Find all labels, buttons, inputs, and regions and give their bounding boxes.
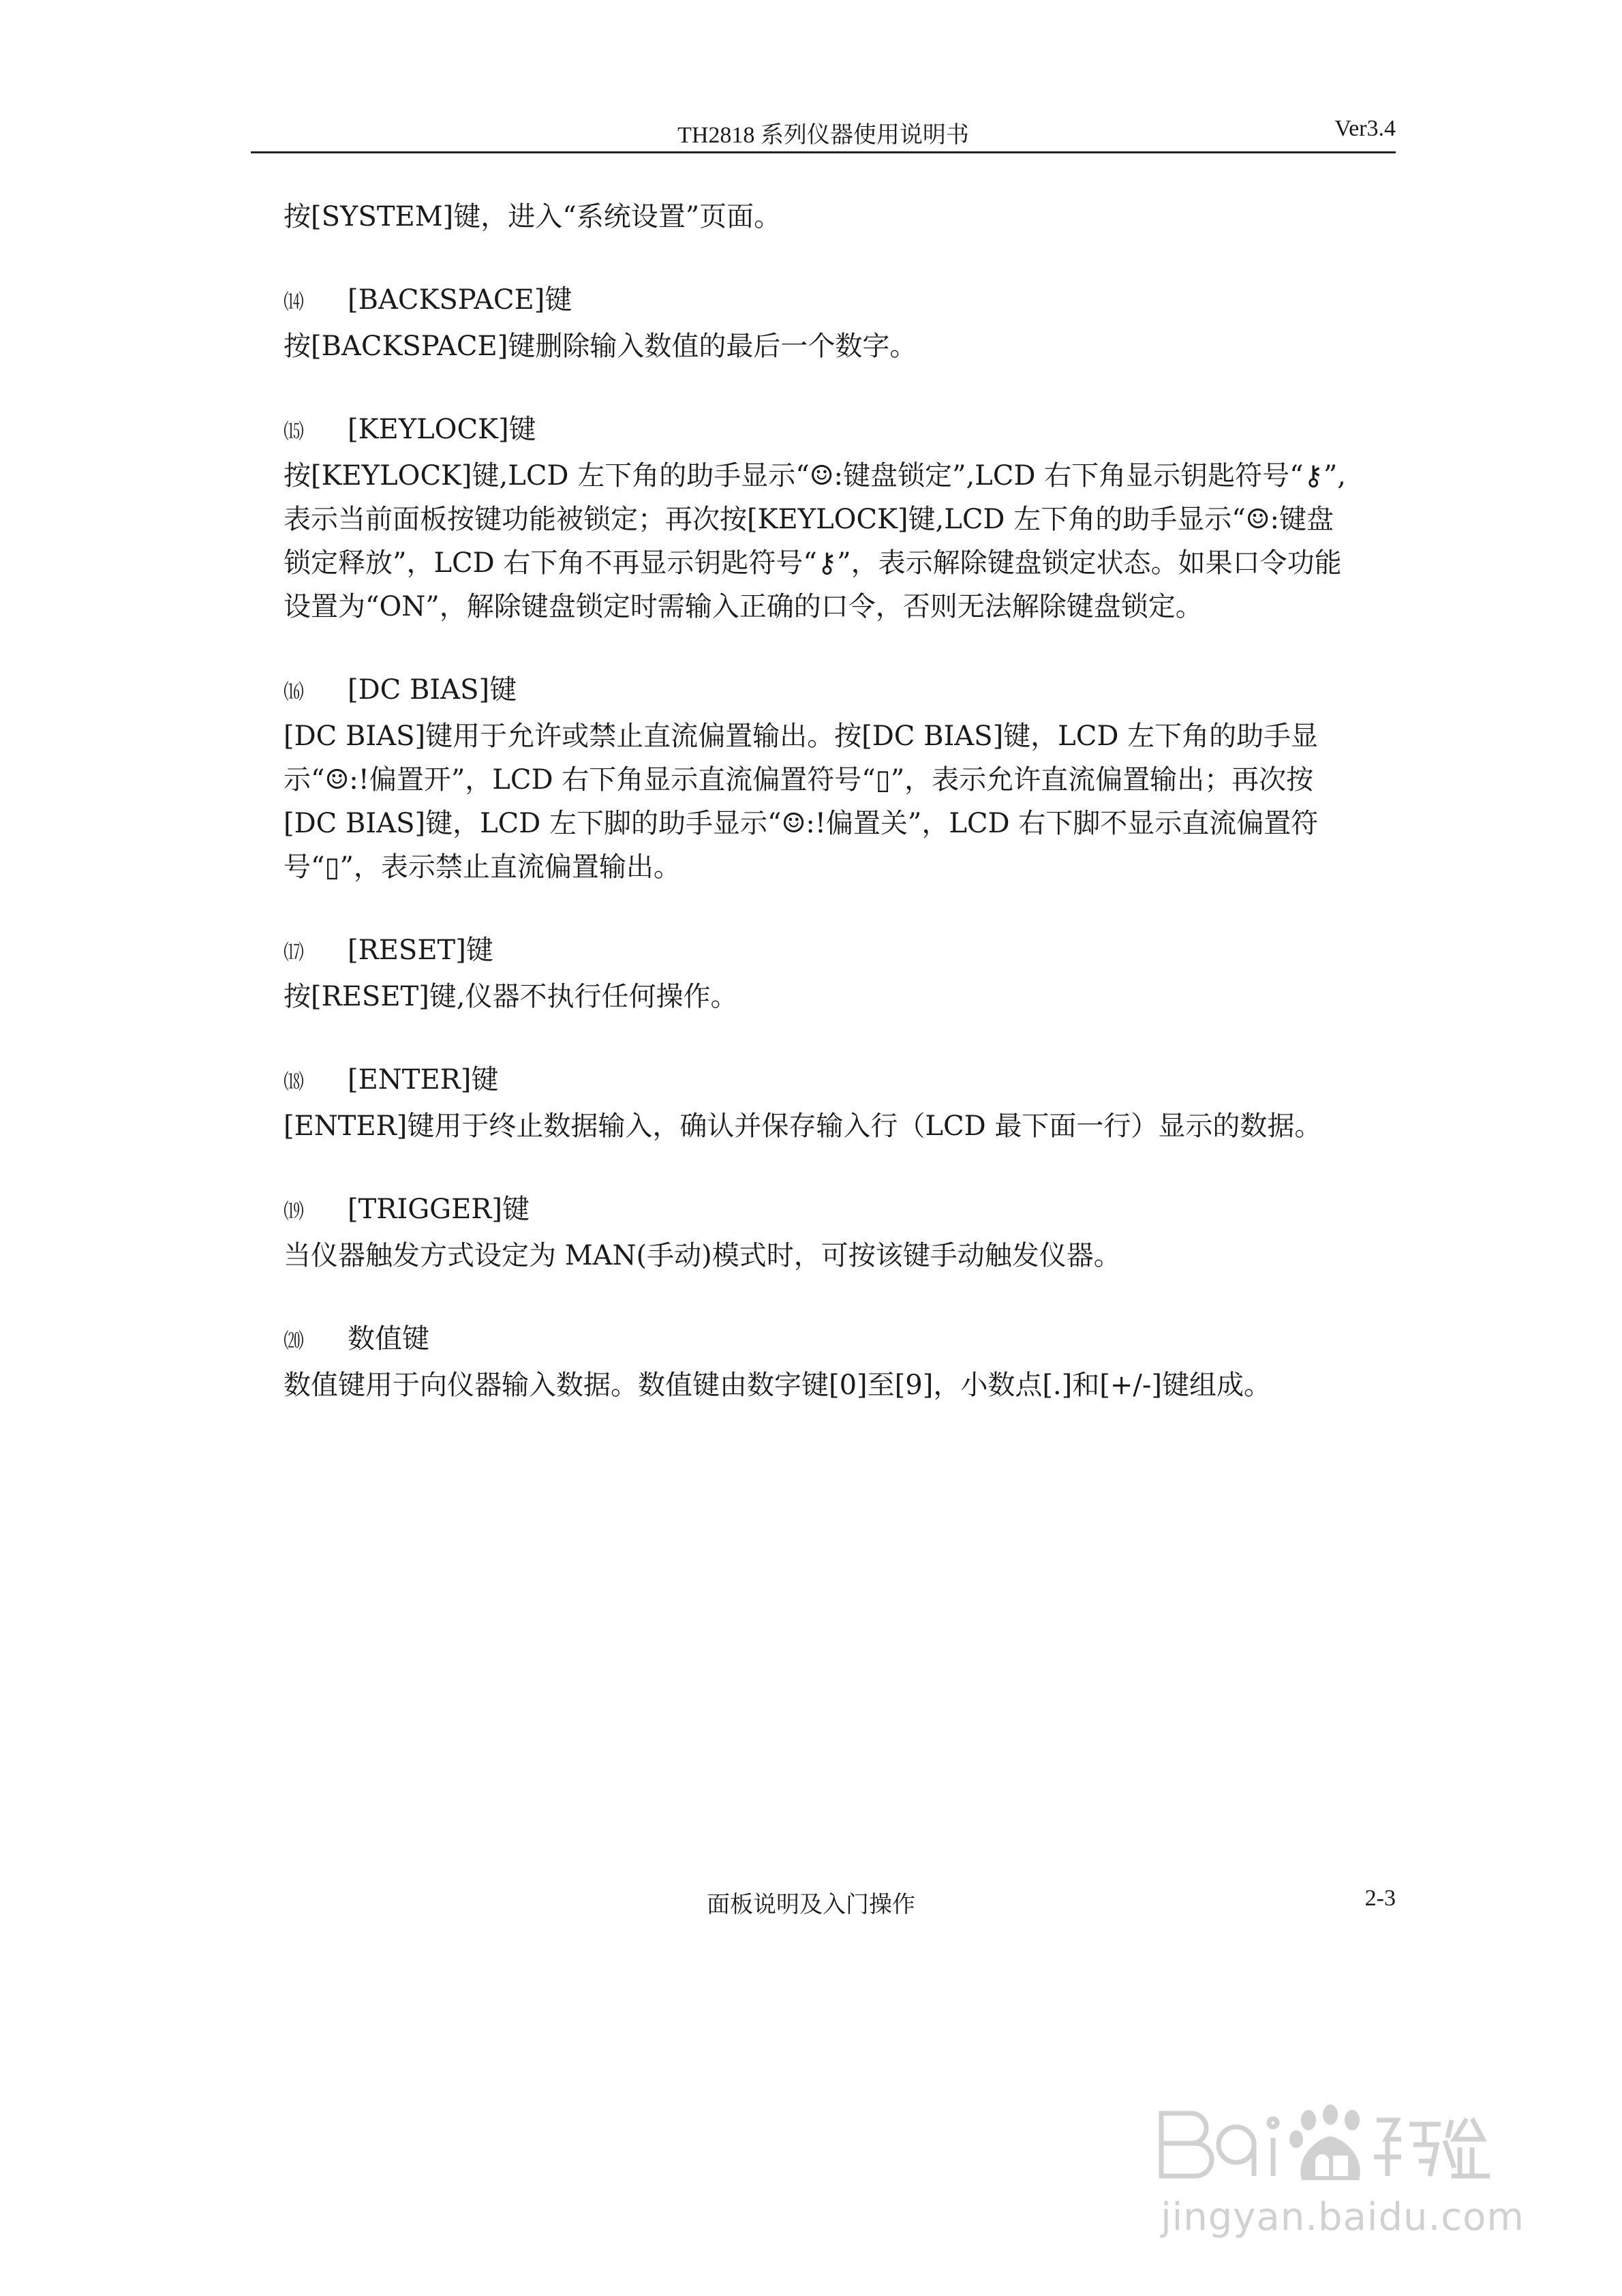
section-body: 当仪器触发方式设定为 MAN(手动)模式时，可按该键手动触发仪器。 [284,1240,1121,1271]
section-number: ⒇ [284,1329,304,1353]
page-content [284,195,1360,1447]
section-title: [BACKSPACE]键 [348,284,572,316]
section-body: 按[RESET]键,仪器不执行任何操作。 [284,981,738,1012]
section-number: ⒄ [284,941,304,965]
section-dc-bias [284,668,1360,889]
section-number: ⒆ [284,1200,304,1224]
section-title: [TRIGGER]键 [348,1194,530,1225]
section-heading [284,668,1360,714]
section-title: [ENTER]键 [348,1064,499,1096]
section-heading [284,278,1360,324]
section-title: 数值键 [348,1323,429,1355]
footer-page-number: 2-3 [1364,1886,1396,1911]
section-reset [284,928,1360,1018]
footer-chapter-title: 面板说明及入门操作 [707,1891,915,1918]
section-body: 按[KEYLOCK]键,LCD 左下角的助手显示“☺:键盘锁定”,LCD 右下角显示钥匙符号“⚷”,表示当前面板按键功能被锁定；再次按[KEYLOCK]键,LCD 左下角的助手显示“☺:键盘锁定释放”，LCD 右下角不再显示钥匙符号“⚷”，表示解除键盘锁定状态。如果口令功能设置为“ON”，解除键盘锁定时需输入正确的口令，否则无法解除键盘锁定。 [284,460,1347,622]
section-title: [RESET]键 [348,935,493,966]
section-number: ⒅ [284,1070,304,1094]
section-keylock [284,408,1360,629]
section-heading [284,1317,1360,1363]
section-title: [KEYLOCK]键 [348,414,536,445]
intro-paragraph: 按[SYSTEM]键，进入“系统设置”页面。 [284,201,782,232]
section-body: 数值键用于向仪器输入数据。数值键由数字键[0]至[9]，小数点[.]和[+/-]键组成。 [284,1370,1271,1401]
watermark-url: jingyan.baidu.com [1161,2195,1525,2239]
section-title: [DC BIAS]键 [348,674,517,706]
section-body: [DC BIAS]键用于允许或禁止直流偏置输出。按[DC BIAS]键，LCD 左下角的助手显示“☺:!偏置开”，LCD 右下角显示直流偏置符号“▯”，表示允许直流偏置输出；再次按[DC BIAS]键，LCD 左下脚的助手显示“☺:!偏置关”，LCD 右下脚不显示直流偏置符号“▯”，表示禁止直流偏置输出。 [284,721,1319,883]
header-title: TH2818 系列仪器使用说明书 [677,123,969,148]
page-header [251,110,1396,153]
header-version: Ver3.4 [1334,116,1396,141]
section-numeric-keys [284,1317,1360,1407]
section-heading [284,928,1360,975]
section-number: ⒂ [284,420,304,444]
section-backspace [284,278,1360,368]
section-number: ⒃ [284,680,304,704]
section-trigger [284,1188,1360,1278]
baidu-jingyan-watermark [1152,2072,1533,2250]
section-heading [284,408,1360,454]
section-number: ⒁ [284,290,304,314]
section-body: 按[BACKSPACE]键删除输入数值的最后一个数字。 [284,331,917,362]
section-body: [ENTER]键用于终止数据输入，确认并保存输入行（LCD 最下面一行）显示的数据。 [284,1111,1322,1142]
section-heading [284,1188,1360,1234]
section-heading [284,1058,1360,1104]
baidu-logo-icon [1152,2100,1533,2188]
section-enter [284,1058,1360,1148]
